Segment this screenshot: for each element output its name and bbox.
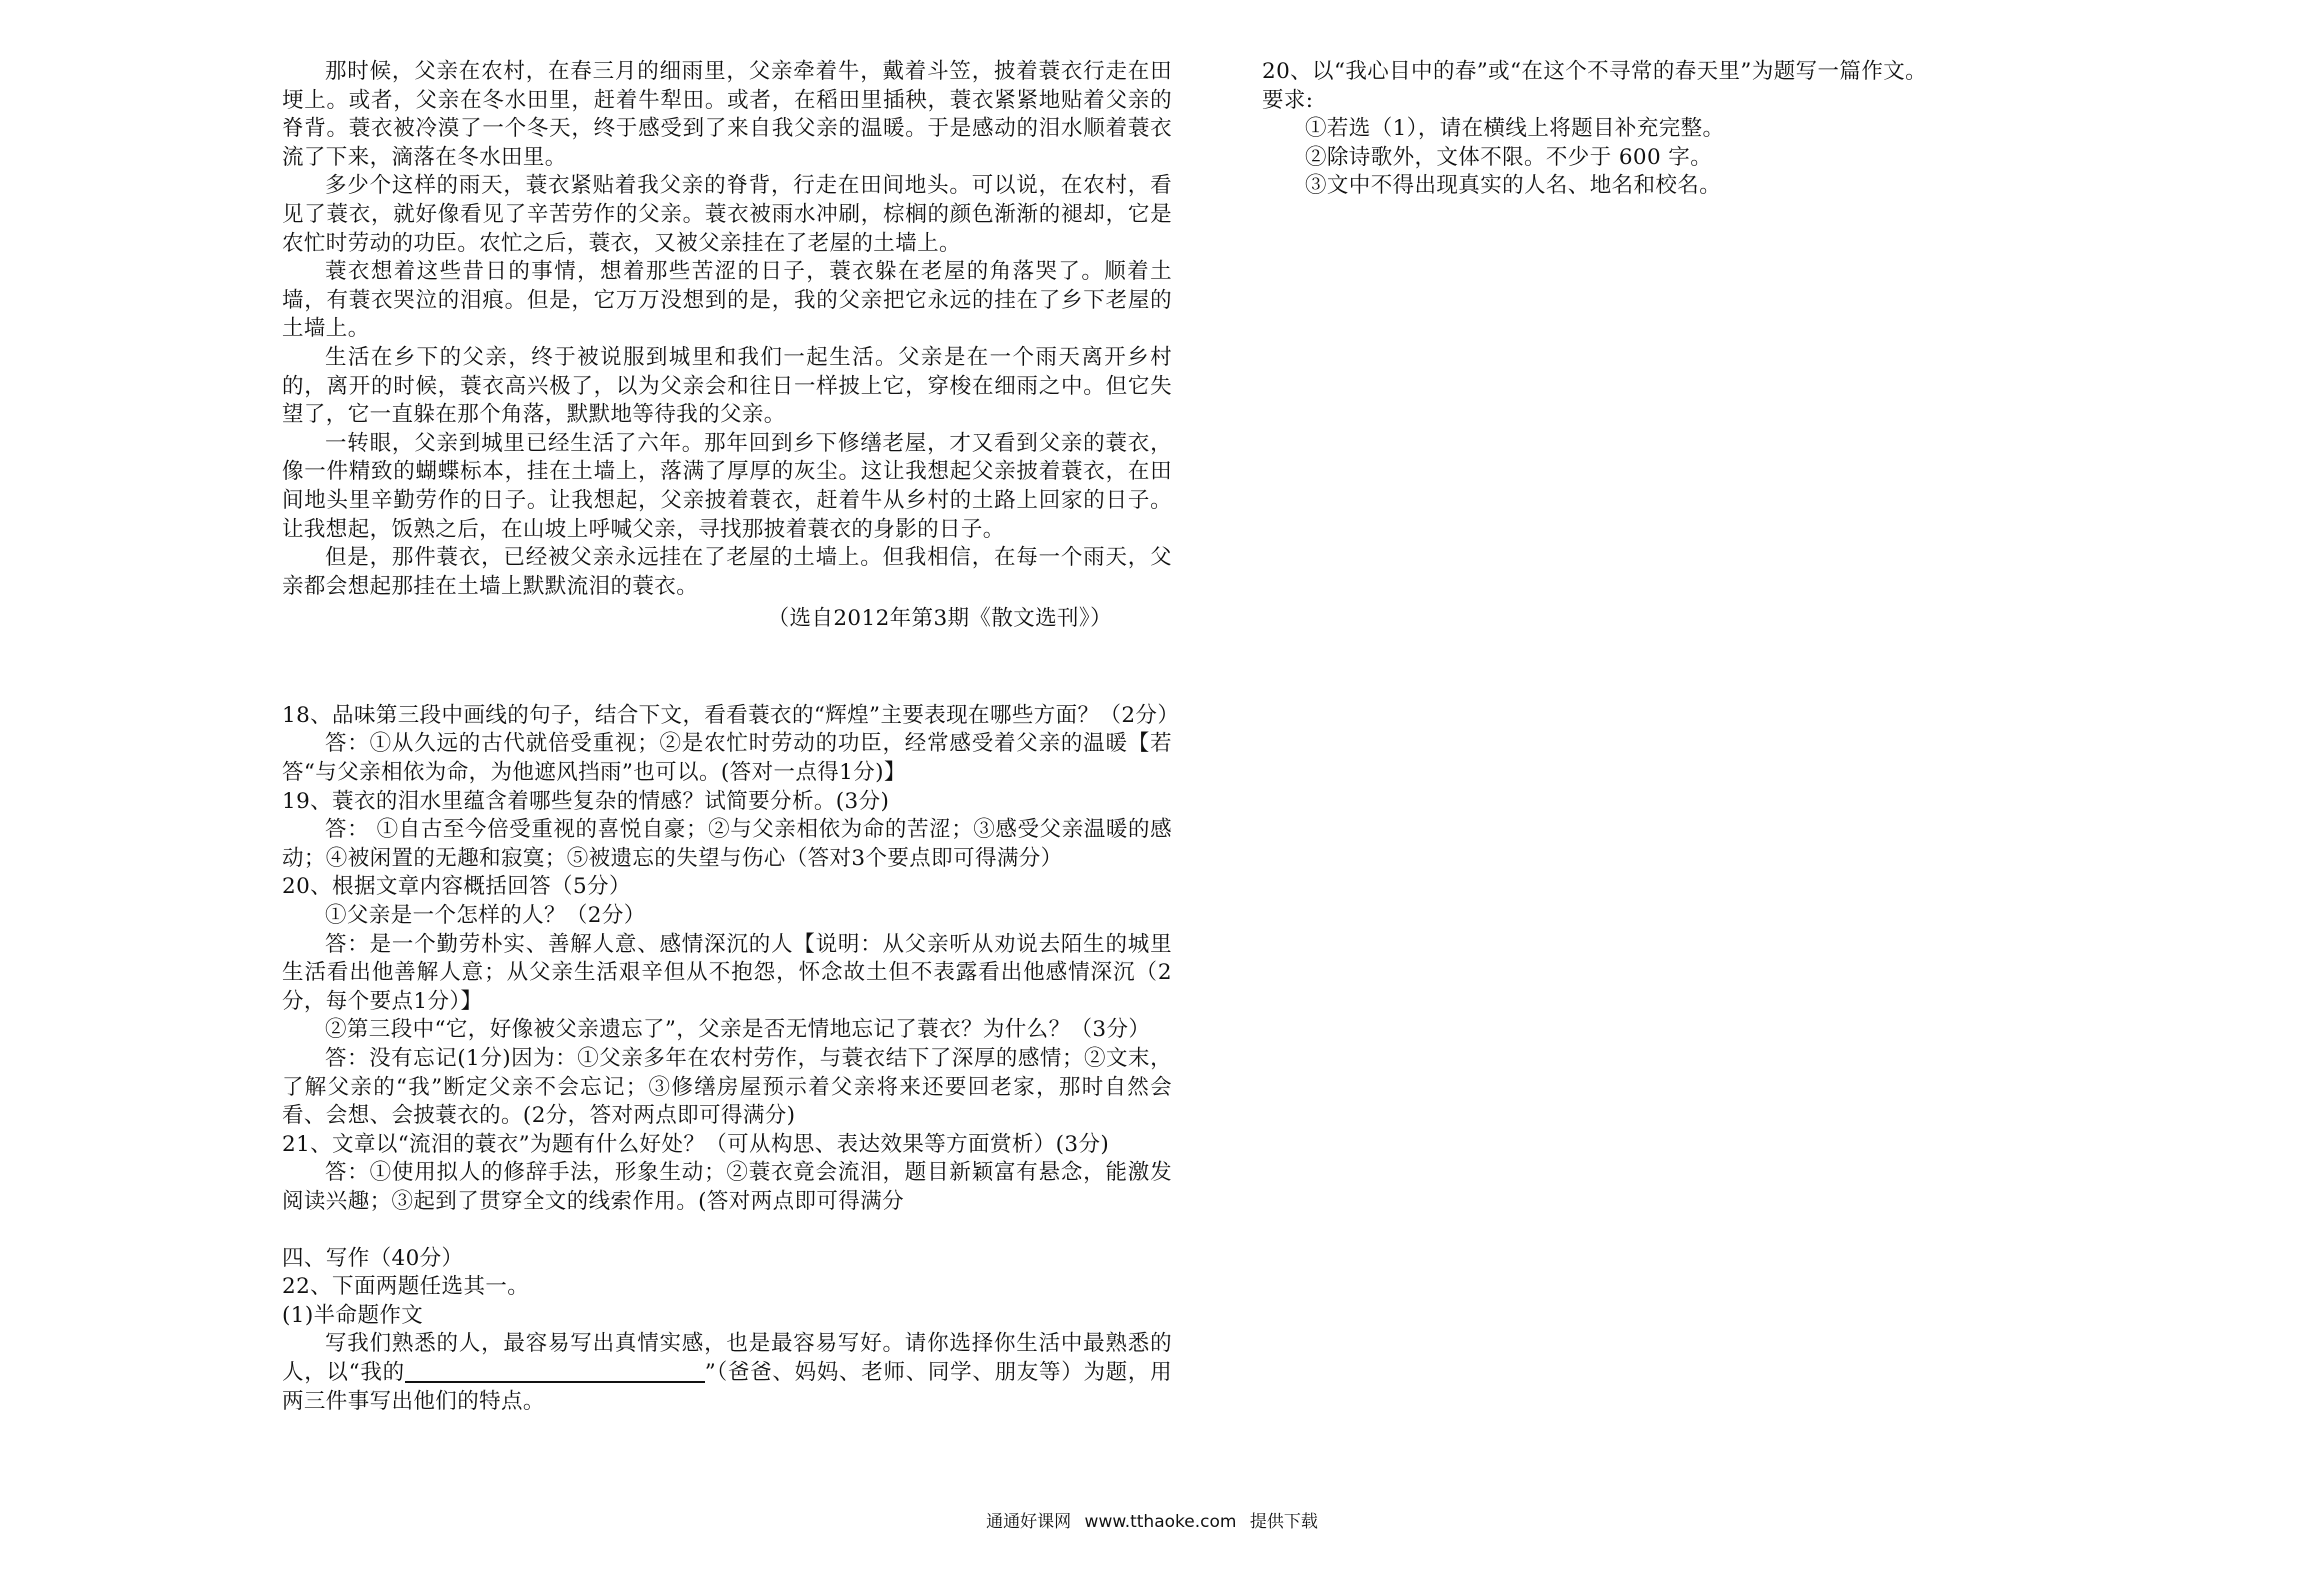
spacer: [282, 1217, 1172, 1245]
passage-source: （选自2012年第3期《散文选刊》）: [767, 606, 1112, 632]
question-20-part-2: ②第三段中“它，好像被父亲遗忘了”，父亲是否无情地忘记了蓑衣？为什么？（3分）: [325, 1017, 1151, 1043]
answer-18: 答：①从久远的古代就倍受重视；②是农忙时劳动的功臣，经常感受着父亲的温暖【若答“与父亲相依为命，为他遮风挡雨”也可以。(答对一点得1分)】: [282, 731, 1172, 786]
page-footer: [0, 1507, 2304, 1532]
question-22-option-1-title: (1)半命题作文: [282, 1302, 424, 1328]
passage-paragraph-1: 那时候，父亲在农村，在春三月的细雨里，父亲牵着牛，戴着斗笠，披着蓑衣行走在田埂上。或者，父亲在冬水田里，赶着牛犁田。或者，在稻田里插秧，蓑衣紧紧地贴着父亲的脊背。蓑衣被冷漠了一个冬天，终于感受到了来自我父亲的温暖。于是感动的泪水顺着蓑衣流了下来，滴落在冬水田里。: [282, 59, 1172, 170]
spacer: [282, 634, 1172, 702]
requirement-2: ②除诗歌外，文体不限。不少于 600 字。: [1305, 144, 1713, 170]
section-writing-heading: 四、写作（40分）: [282, 1245, 464, 1271]
question-19: 19、蓑衣的泪水里蕴含着哪些复杂的情感？试简要分析。(3分): [282, 788, 890, 814]
title-blank-line: [405, 1361, 705, 1383]
passage-paragraph-5: 一转眼，父亲到城里已经生活了六年。那年回到乡下修缮老屋，才又看到父亲的蓑衣，像一件精致的蝴蝶标本，挂在土墙上，落满了厚厚的灰尘。这让我想起父亲披着蓑衣，在田间地头里辛勤劳作的日子。让我想起，父亲披着蓑衣，赶着牛从乡村的土路上回家的日子。让我想起，饭熟之后，在山坡上呼喊父亲，寻找那披着蓑衣的身影的日子。: [282, 430, 1172, 542]
question-18: 18、品味第三段中画线的句子，结合下文，看看蓑衣的“辉煌”主要表现在哪些方面？（2分）: [282, 702, 1180, 728]
footer-url: www.tthaoke.com: [1084, 1512, 1237, 1532]
prompt-text-before-blank: 写我们熟悉的人，最容易写出真情实感，也是最容易写好。请你选择你生活中最熟悉的人，以“我的: [282, 1331, 1172, 1385]
requirements-label: 要求:: [1262, 87, 1314, 113]
question-20: 20、根据文章内容概括回答（5分）: [282, 874, 631, 900]
answer-20-part-1: 答：是一个勤劳朴实、善解人意、感情深沉的人【说明：从父亲听从劝说去陌生的城里生活看出他善解人意；从父亲生活艰辛但从不抱怨，怀念故土但不表露看出他感情深沉（2分，每个要点1分）】: [282, 931, 1172, 1014]
right-column: [1262, 58, 2042, 201]
passage-paragraph-3: 蓑衣想着这些昔日的事情，想着那些苦涩的日子，蓑衣躲在老屋的角落哭了。顺着土墙，有蓑衣哭泣的泪痕。但是，它万万没想到的是，我的父亲把它永远的挂在了乡下老屋的土墙上。: [282, 259, 1172, 342]
question-22-option-1-body: [282, 1330, 1172, 1416]
passage-paragraph-6: 但是，那件蓑衣，已经被父亲永远挂在了老屋的土墙上。但我相信，在每一个雨天，父亲都会想起那挂在土墙上默默流泪的蓑衣。: [282, 545, 1172, 599]
question-22: 22、下面两题任选其一。: [282, 1274, 530, 1300]
answer-21: 答：①使用拟人的修辞手法，形象生动；②蓑衣竟会流泪，题目新颖富有悬念，能激发阅读兴趣；③起到了贯穿全文的线索作用。(答对两点即可得满分: [282, 1160, 1172, 1214]
question-20-part-1: ①父亲是一个怎样的人？（2分）: [325, 903, 646, 929]
requirement-1: ①若选（1），请在横线上将题目补充完整。: [1305, 116, 1725, 142]
passage-paragraph-4: 生活在乡下的父亲，终于被说服到城里和我们一起生活。父亲是在一个雨天离开乡村的，离开的时候，蓑衣高兴极了，以为父亲会和往日一样披上它，穿梭在细雨之中。但它失望了，它一直躲在那个角落，默默地等待我的父亲。: [282, 344, 1172, 428]
answer-20-part-2: 答：没有忘记(1分)因为：①父亲多年在农村劳作，与蓑衣结下了深厚的感情；②文末，了解父亲的“我”断定父亲不会忘记；③修缮房屋预示着父亲将来还要回老家，那时自然会看、会想、会披蓑衣的。(2分，答对两点即可得满分): [282, 1046, 1172, 1129]
essay-question-title: 20、以“我心目中的春”或“在这个不寻常的春天里”为题写一篇作文。: [1262, 59, 1928, 84]
prompt-text-after-blank: ”（爸爸、妈妈、老师、同学、朋友等）为题，用两三件事写出他们的特点。: [282, 1359, 1172, 1414]
left-column: [282, 58, 1180, 1416]
answer-19: 答： ①自古至今倍受重视的喜悦自豪；②与父亲相依为命的苦涩；③感受父亲温暖的感动；④被闲置的无趣和寂寞；⑤被遗忘的失望与伤心（答对3个要点即可得满分）: [282, 817, 1172, 871]
footer-suffix: 提供下载: [1249, 1512, 1318, 1532]
footer-site-name: 通通好课网: [986, 1512, 1072, 1532]
passage-paragraph-2: 多少个这样的雨天，蓑衣紧贴着我父亲的脊背，行走在田间地头。可以说，在农村，看见了蓑衣，就好像看见了辛苦劳作的父亲。蓑衣被雨水冲刷，棕榈的颜色渐渐的褪却，它是农忙时劳动的功臣。农忙之后，蓑衣，又被父亲挂在了老屋的土墙上。: [282, 173, 1172, 256]
requirement-3: ③文中不得出现真实的人名、地名和校名。: [1305, 173, 1722, 199]
question-21: 21、文章以“流泪的蓑衣”为题有什么好处？（可从构思、表达效果等方面赏析）(3分): [282, 1131, 1110, 1157]
